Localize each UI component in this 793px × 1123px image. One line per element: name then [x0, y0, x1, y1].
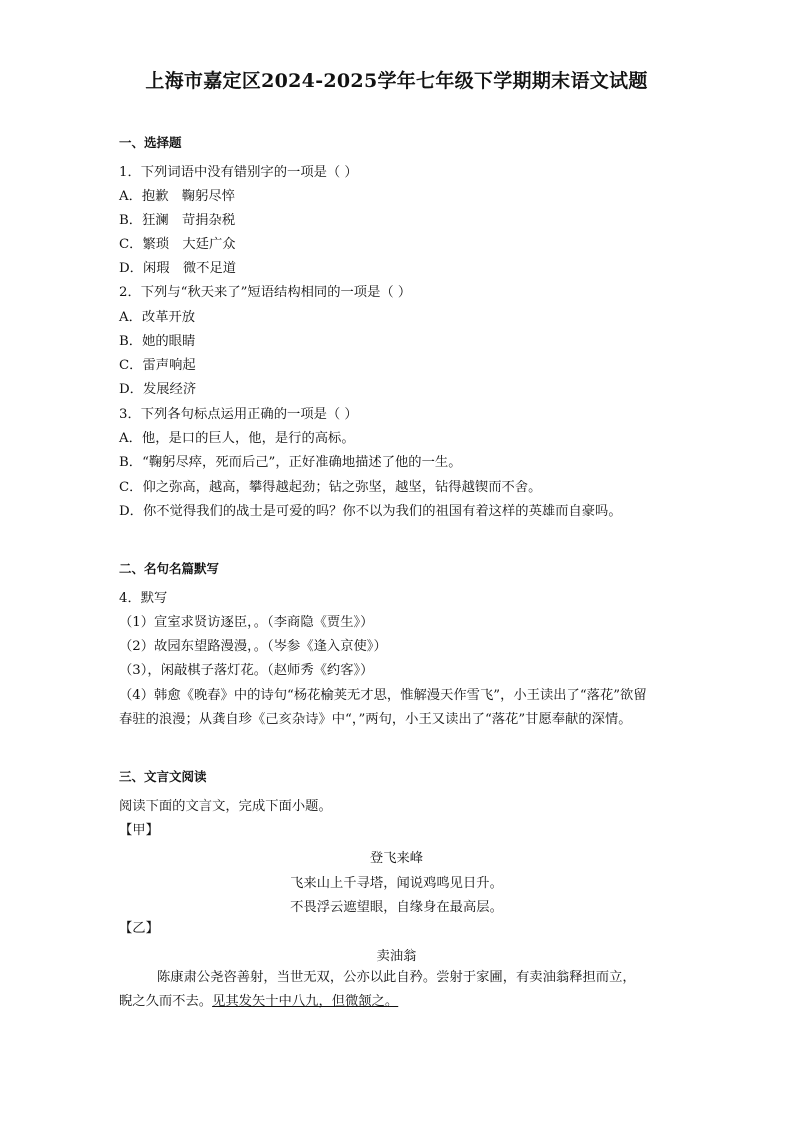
q4-item-4: （4）韩愈《晚春》中的诗句“杨花榆荚无才思，惟解漫天作雪飞”，小王读出了“落花”欲留: [119, 688, 647, 703]
prose-line-2: [119, 993, 398, 1011]
q1-option-b: B．狂澜 苛捐杂税: [119, 213, 236, 228]
passage-yi-label: 【乙】: [119, 921, 159, 936]
question-3-stem: 3．下列各句标点运用正确的一项是（ ）: [119, 407, 358, 422]
prose-line-2-text: 睨之久而不去。: [119, 994, 213, 1009]
underlined-sentence: 见其发矢十中八九，但微颔之。: [212, 994, 399, 1009]
section-heading-classical: 三、文言文阅读: [119, 769, 207, 784]
q4-item-1: （1）宣室求贤访逐臣，。（李商隐《贾生》）: [119, 615, 374, 630]
q2-option-d: D．发展经济: [119, 382, 197, 397]
q1-option-c: C．繁琐 大廷广众: [119, 237, 236, 252]
reading-intro: 阅读下面的文言文，完成下面小题。: [119, 799, 332, 814]
poem-title: 登飞来峰: [369, 851, 424, 866]
page-title: 上海市嘉定区2024-2025学年七年级下学期期末语文试题: [145, 70, 648, 92]
prose-title: 卖油翁: [376, 949, 417, 964]
q3-option-b: B．“鞠躬尽瘁，死而后己”，正好准确地描述了他的一生。: [119, 455, 462, 470]
q3-option-c: C．仰之弥高，越高，攀得越起劲；钻之弥坚，越坚，钻得越锲而不舍。: [119, 480, 542, 495]
question-1-stem: 1．下列词语中没有错别字的一项是（ ）: [119, 165, 358, 180]
section-heading-recitation: 二、名句名篇默写: [119, 561, 220, 576]
q4-item-2: （2）故园东望路漫漫，。（岑参《逢入京使》）: [119, 639, 387, 654]
q1-option-a: A．抱歉 鞠躬尽悴: [119, 189, 235, 204]
q2-option-b: B．她的眼睛: [119, 334, 196, 349]
poem-line-2: 不畏浮云遮望眼，自缘身在最高层。: [290, 900, 503, 915]
q2-option-a: A．改革开放: [119, 310, 196, 325]
q3-option-d: D．你不觉得我们的战士是可爱的吗？你不以为我们的祖国有着这样的英雄而自豪吗。: [119, 504, 622, 519]
q3-option-a: A．他，是口的巨人，他，是行的高标。: [119, 431, 355, 446]
prose-line-1: 陈康肃公尧咨善射，当世无双，公亦以此自矜。尝射于家圃，有卖油翁释担而立，: [157, 970, 636, 985]
q4-item-3: （3），闲敲棋子落灯花。（赵师秀《约客》）: [119, 663, 374, 678]
section-heading-choice: 一、选择题: [119, 135, 182, 150]
question-2-stem: 2．下列与“秋天来了”短语结构相同的一项是（ ）: [119, 285, 412, 300]
poem-line-1: 飞来山上千寻塔，闻说鸡鸣见日升。: [290, 876, 503, 891]
q4-item-4-cont: 春驻的浪漫；从龚自珍《己亥杂诗》中“，”两句，小王又读出了“落花”甘愿奉献的深情。: [119, 712, 632, 727]
passage-jia-label: 【甲】: [119, 823, 159, 838]
question-4-stem: 4．默写: [119, 591, 168, 606]
q2-option-c: C．雷声响起: [119, 358, 196, 373]
q1-option-d: D．闲瑕 微不足道: [119, 261, 237, 276]
